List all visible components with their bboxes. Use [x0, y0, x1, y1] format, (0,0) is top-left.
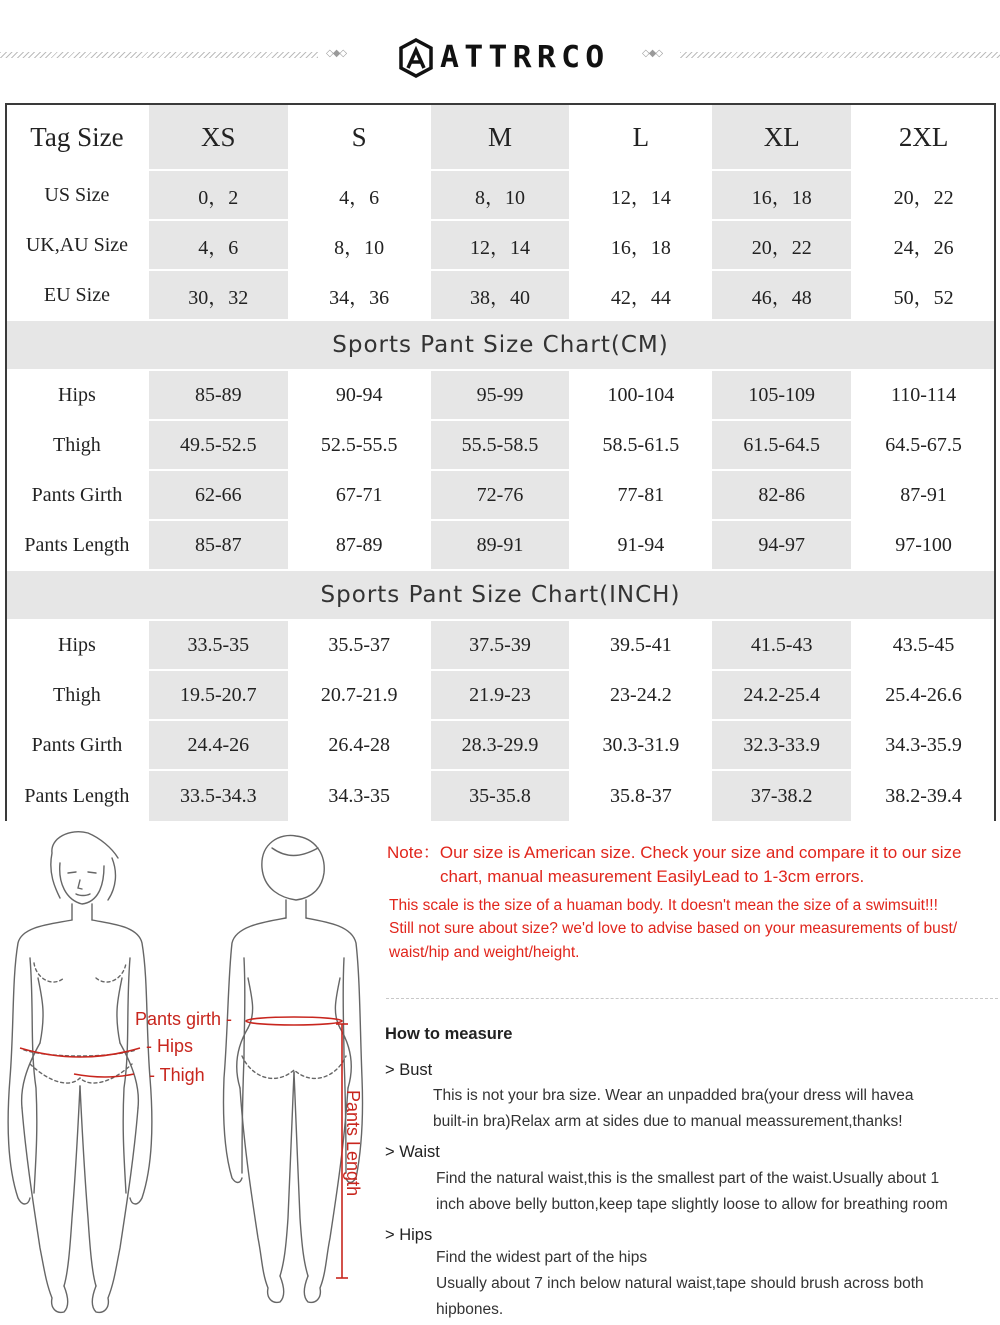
- table-cell: 33.5-34.3: [149, 771, 290, 821]
- row-label: Thigh: [7, 421, 149, 471]
- row-label: EU Size: [7, 271, 149, 321]
- cm-chart-title: Sports Pant Size Chart(CM): [7, 321, 994, 371]
- table-cell: 72-76: [431, 471, 572, 521]
- table-cell: 87-91: [853, 471, 994, 521]
- table-cell: 34.3-35.9: [853, 721, 994, 771]
- table-cell: 16，18: [571, 221, 712, 271]
- front-figure: [8, 832, 152, 1313]
- table-cell: 20.7-21.9: [290, 671, 431, 721]
- brand-name: ATTRRCO: [440, 40, 610, 75]
- inch-pants-length-row: [7, 771, 994, 821]
- table-cell: 85-87: [149, 521, 290, 571]
- table-cell: 95-99: [431, 371, 572, 421]
- eu-size-row: [7, 271, 994, 321]
- cm-thigh-row: [7, 421, 994, 471]
- bust-text-1: This is not your bra size. Wear an unpadded bra(your dress will havea: [433, 1087, 914, 1104]
- note-line-1: Note：Our size is American size. Check your size and compare it to our size: [387, 843, 962, 862]
- how-to-measure-title: How to measure: [385, 1025, 513, 1043]
- table-cell: 8，10: [431, 171, 572, 221]
- table-cell: 8，10: [290, 221, 431, 271]
- inch-pants-girth-row: [7, 721, 994, 771]
- table-cell: 35.5-37: [290, 621, 431, 671]
- waist-text-2: inch above belly button,keep tape slightly loose to allow for breathing room: [436, 1196, 948, 1213]
- attraco-logo-icon: [398, 38, 434, 78]
- brand-header: [0, 0, 1000, 100]
- table-cell: 16，18: [712, 171, 853, 221]
- row-label: Hips: [7, 621, 149, 671]
- table-cell: 91-94: [571, 521, 712, 571]
- thigh-label: - Thigh: [149, 1065, 205, 1085]
- waist-title: > Waist: [385, 1143, 440, 1161]
- bust-title: > Bust: [385, 1061, 433, 1079]
- table-cell: 34，36: [290, 271, 431, 321]
- us-size-row: [7, 171, 994, 221]
- table-cell: 12，14: [571, 171, 712, 221]
- row-label: Thigh: [7, 671, 149, 721]
- row-label: Pants Length: [7, 771, 149, 821]
- table-cell: 77-81: [571, 471, 712, 521]
- table-cell: 58.5-61.5: [571, 421, 712, 471]
- table-cell: 20，22: [853, 171, 994, 221]
- table-cell: 39.5-41: [571, 621, 712, 671]
- table-cell: 43.5-45: [853, 621, 994, 671]
- table-cell: 41.5-43: [712, 621, 853, 671]
- note-line-4: Still not sure about size? we'd love to advise based on your measurements of bust/: [389, 920, 958, 937]
- table-cell: 24.2-25.4: [712, 671, 853, 721]
- table-cell: 50，52: [853, 271, 994, 321]
- table-cell: 30.3-31.9: [571, 721, 712, 771]
- pants-length-label: Pants Length: [343, 1090, 363, 1197]
- pants-girth-label: Pants girth -: [135, 1009, 233, 1029]
- inch-chart-title: Sports Pant Size Chart(INCH): [7, 571, 994, 621]
- cm-pants-length-row: [7, 521, 994, 571]
- size-2xl-header: 2XL: [853, 105, 994, 171]
- size-l-header: L: [571, 105, 712, 171]
- table-cell: 26.4-28: [290, 721, 431, 771]
- diamond-ornament-left-icon: ◇◆◇: [326, 48, 347, 59]
- table-cell: 30，32: [149, 271, 290, 321]
- row-label: Pants Length: [7, 521, 149, 571]
- cm-pants-girth-row: [7, 471, 994, 521]
- hips-label: - Hips: [146, 1036, 194, 1056]
- table-cell: 94-97: [712, 521, 853, 571]
- table-cell: 100-104: [571, 371, 712, 421]
- table-cell: 37-38.2: [712, 771, 853, 821]
- table-cell: 0，2: [149, 171, 290, 221]
- note-line-3: This scale is the size of a huaman body. It doesn't mean the size of a swimsuit!!!: [389, 897, 938, 914]
- row-label: Hips: [7, 371, 149, 421]
- table-cell: 23-24.2: [571, 671, 712, 721]
- table-cell: 87-89: [290, 521, 431, 571]
- hips-title: > Hips: [385, 1226, 433, 1244]
- table-cell: 52.5-55.5: [290, 421, 431, 471]
- table-cell: 85-89: [149, 371, 290, 421]
- cm-hips-row: [7, 371, 994, 421]
- size-chart-table: [5, 103, 996, 821]
- table-cell: 97-100: [853, 521, 994, 571]
- inch-hips-row: [7, 621, 994, 671]
- row-label: Pants Girth: [7, 471, 149, 521]
- table-cell: 35-35.8: [431, 771, 572, 821]
- size-xl-header: XL: [712, 105, 853, 171]
- table-cell: 32.3-33.9: [712, 721, 853, 771]
- table-cell: 35.8-37: [571, 771, 712, 821]
- measurement-figures: [0, 828, 380, 1325]
- table-cell: 24，26: [853, 221, 994, 271]
- table-cell: 24.4-26: [149, 721, 290, 771]
- section-divider: [386, 998, 998, 999]
- waist-text-1: Find the natural waist,this is the smallest part of the waist.Usually about 1: [436, 1170, 940, 1187]
- header-hatch-left: [0, 52, 318, 58]
- table-cell: 55.5-58.5: [431, 421, 572, 471]
- table-cell: 4，6: [149, 221, 290, 271]
- table-cell: 25.4-26.6: [853, 671, 994, 721]
- size-m-header: M: [431, 105, 572, 171]
- tag-size-label: Tag Size: [7, 105, 149, 171]
- note-line-2: chart, manual measurement EasilyLead to 1-3cm errors.: [440, 867, 865, 886]
- table-cell: 38.2-39.4: [853, 771, 994, 821]
- table-cell: 64.5-67.5: [853, 421, 994, 471]
- hips-text-3: hipbones.: [436, 1301, 504, 1318]
- table-cell: 4，6: [290, 171, 431, 221]
- table-cell: 33.5-35: [149, 621, 290, 671]
- table-cell: 90-94: [290, 371, 431, 421]
- table-cell: 105-109: [712, 371, 853, 421]
- row-label: UK,AU Size: [7, 221, 149, 271]
- table-cell: 67-71: [290, 471, 431, 521]
- table-cell: 34.3-35: [290, 771, 431, 821]
- table-cell: 61.5-64.5: [712, 421, 853, 471]
- size-s-header: S: [290, 105, 431, 171]
- table-cell: 82-86: [712, 471, 853, 521]
- header-hatch-right: [680, 52, 1000, 58]
- hips-text-1: Find the widest part of the hips: [436, 1249, 648, 1266]
- size-xs-header: XS: [149, 105, 290, 171]
- table-cell: 62-66: [149, 471, 290, 521]
- table-cell: 42，44: [571, 271, 712, 321]
- table-cell: 21.9-23: [431, 671, 572, 721]
- table-cell: 89-91: [431, 521, 572, 571]
- table-cell: 37.5-39: [431, 621, 572, 671]
- row-label: US Size: [7, 171, 149, 221]
- uk-au-size-row: [7, 221, 994, 271]
- back-girth-line: [246, 1017, 342, 1025]
- diamond-ornament-right-icon: ◇◆◇: [642, 48, 663, 59]
- table-cell: 28.3-29.9: [431, 721, 572, 771]
- table-cell: 49.5-52.5: [149, 421, 290, 471]
- note-line-5: waist/hip and weight/height.: [389, 944, 580, 961]
- table-cell: 46，48: [712, 271, 853, 321]
- table-cell: 12，14: [431, 221, 572, 271]
- table-cell: 19.5-20.7: [149, 671, 290, 721]
- inch-thigh-row: [7, 671, 994, 721]
- table-cell: 20，22: [712, 221, 853, 271]
- hips-text-2: Usually about 7 inch below natural waist,tape should brush across both: [436, 1275, 924, 1292]
- tag-size-row: [7, 105, 994, 171]
- table-cell: 110-114: [853, 371, 994, 421]
- bust-text-2: built-in bra)Relax arm at sides due to manual meassurement,thanks!: [433, 1113, 903, 1130]
- table-cell: 38，40: [431, 271, 572, 321]
- row-label: Pants Girth: [7, 721, 149, 771]
